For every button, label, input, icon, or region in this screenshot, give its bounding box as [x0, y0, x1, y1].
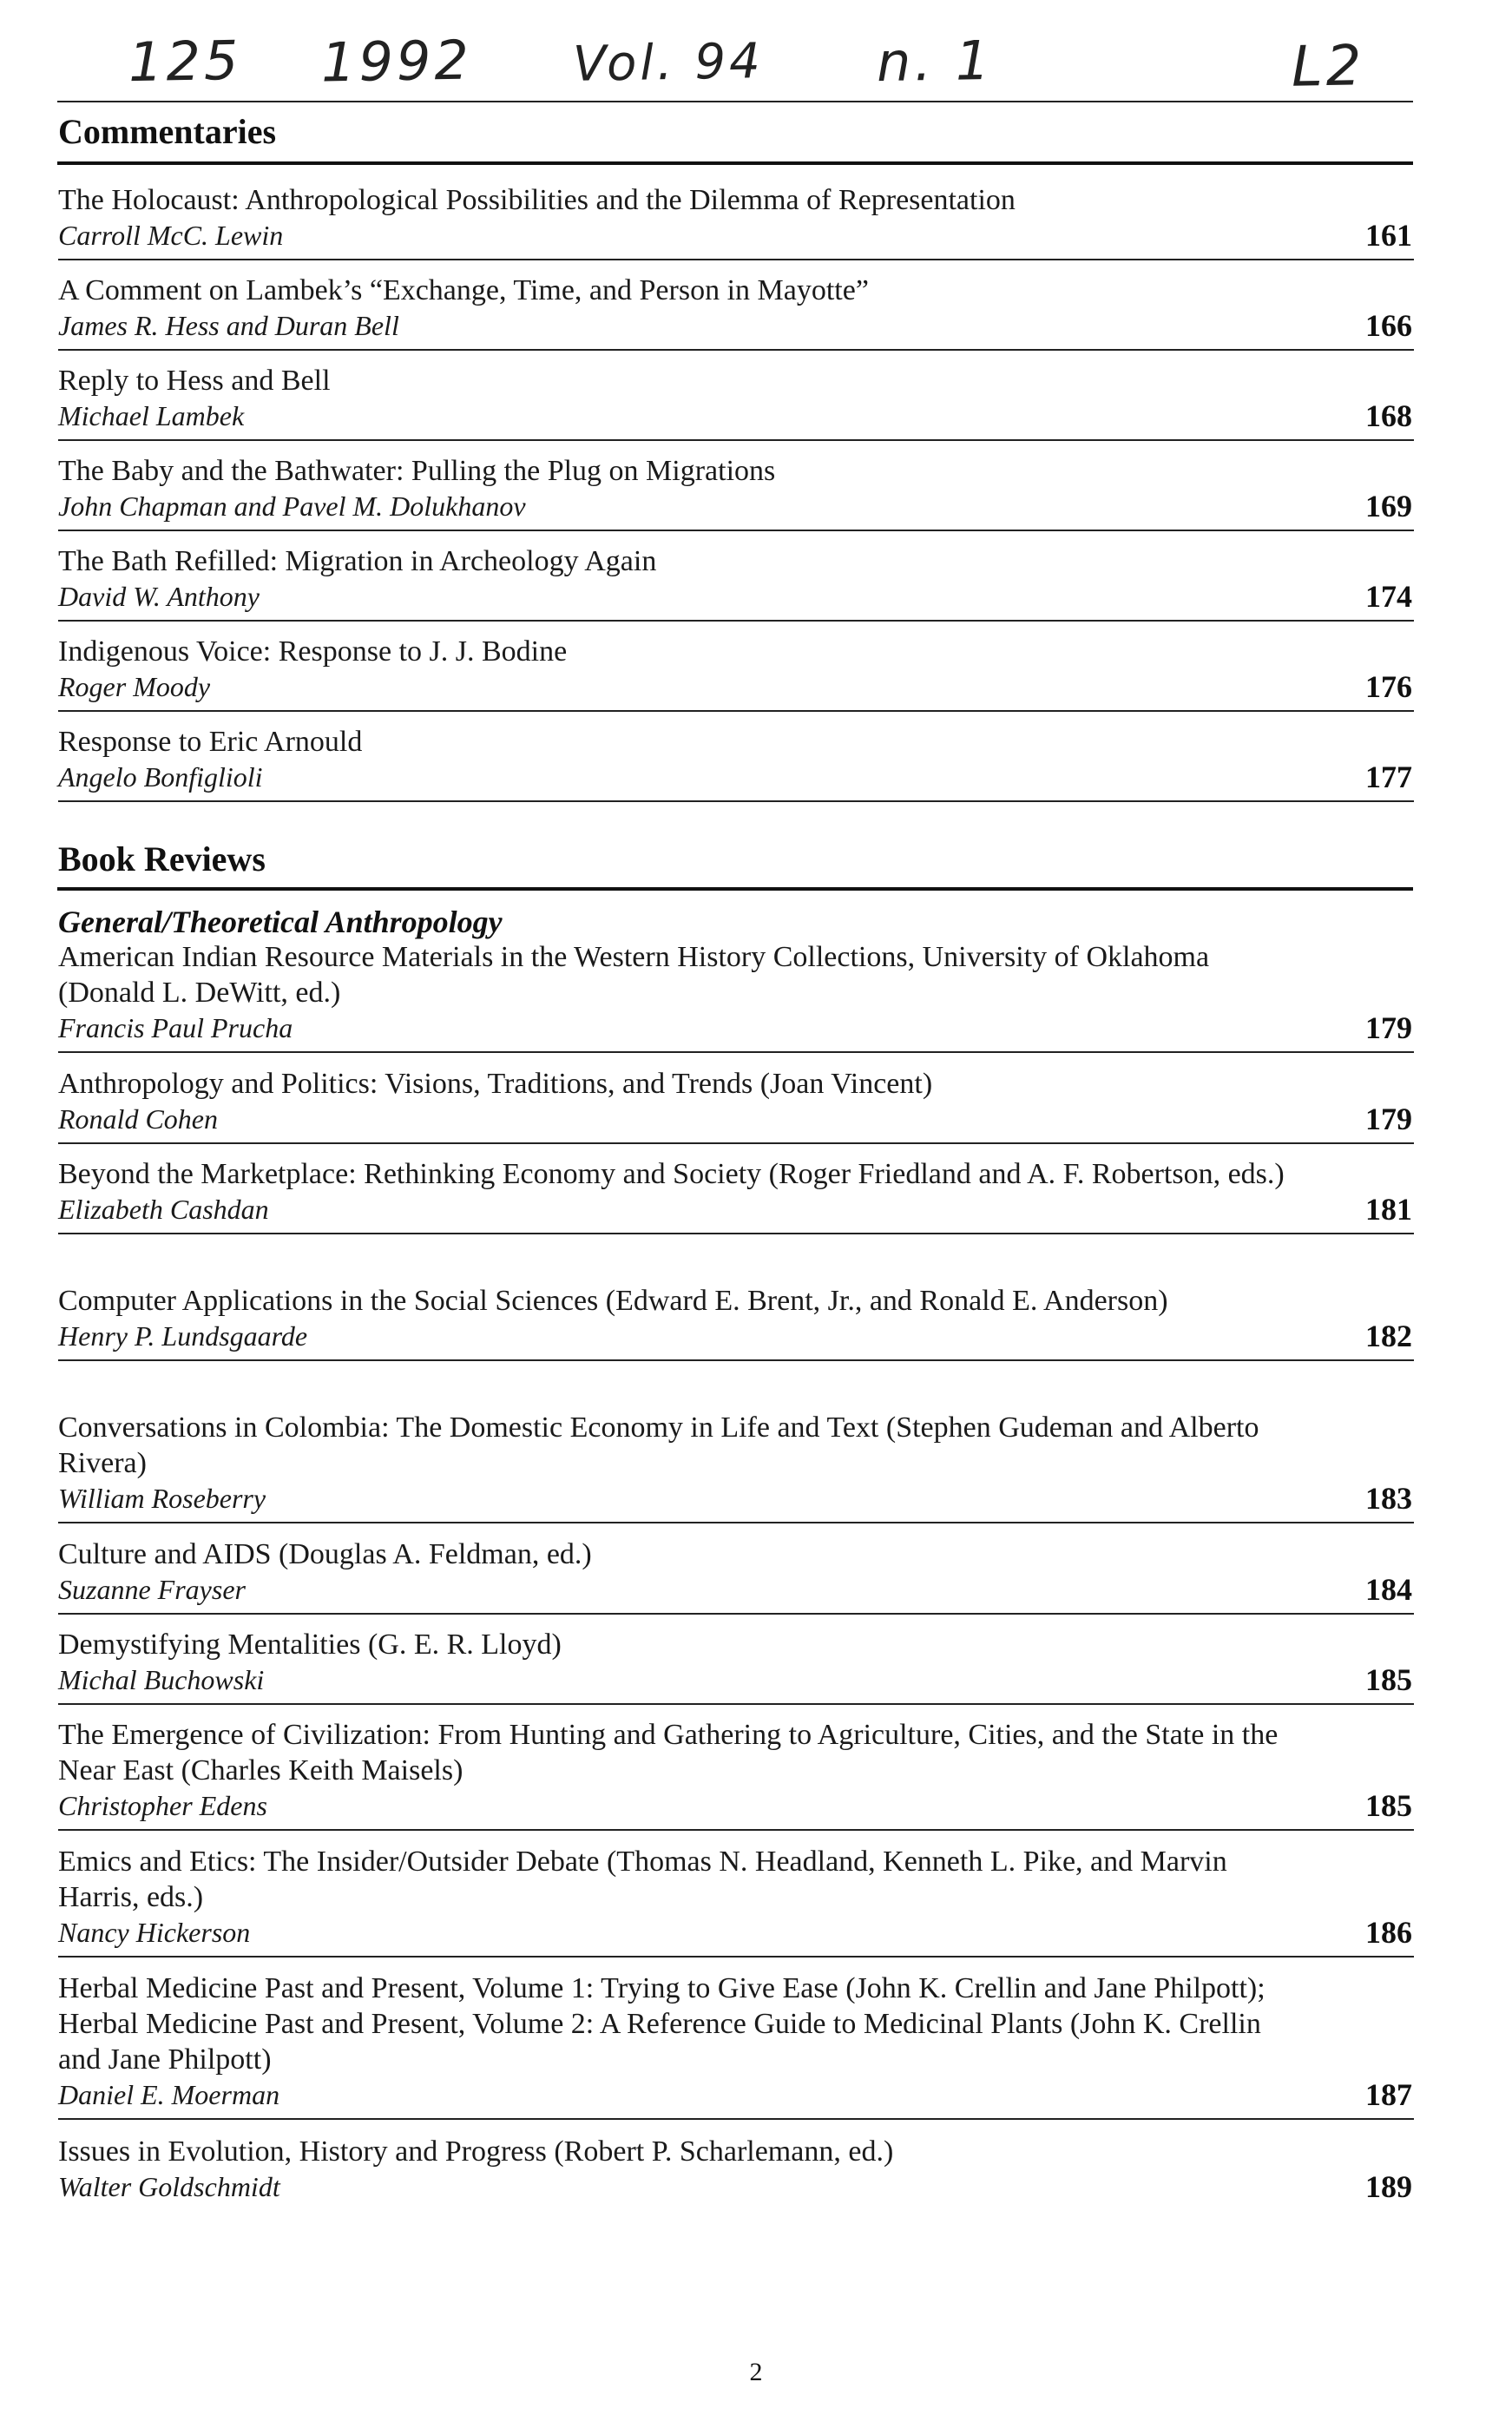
toc-entry: [58, 543, 1412, 615]
entry-authors: Francis Paul Prucha: [58, 1012, 293, 1043]
handwritten-note: Vol. 94: [572, 33, 765, 93]
entry-divider: [58, 710, 1414, 712]
entry-page-number: 179: [1365, 1010, 1412, 1045]
entry-page-number: 181: [1365, 1192, 1412, 1227]
entry-divider: [58, 259, 1414, 260]
entry-divider: [58, 1703, 1414, 1705]
entry-title: A Comment on Lambek’s “Exchange, Time, and Person in Mayotte”: [58, 274, 869, 306]
entry-page-number: 161: [1365, 218, 1412, 253]
entry-title: The Bath Refilled: Migration in Archeology Again: [58, 545, 657, 577]
entry-authors: Nancy Hickerson: [58, 1917, 251, 1948]
entry-page-number: 177: [1365, 760, 1412, 794]
toc-entry: [58, 634, 1412, 705]
entry-authors: Ronald Cohen: [58, 1103, 218, 1135]
entry-title: Reply to Hess and Bell: [58, 365, 331, 397]
entry-authors: Walter Goldschmidt: [58, 2171, 280, 2202]
toc-entry: [58, 1971, 1412, 2113]
entry-title: Conversations in Colombia: The Domestic Economy in Life and Text (Stephen Gudeman and Alberto Rivera): [58, 1411, 1259, 1479]
entry-title: Culture and AIDS (Douglas A. Feldman, ed.): [58, 1538, 592, 1570]
entry-title: Anthropology and Politics: Visions, Traditions, and Trends (Joan Vincent): [58, 1068, 933, 1100]
entry-authors: William Roseberry: [58, 1483, 266, 1514]
toc-entry: [58, 453, 1412, 524]
handwritten-note: 125: [128, 28, 242, 95]
entry-page-number: 179: [1365, 1102, 1412, 1136]
toc-entry: [58, 363, 1412, 434]
entry-divider: [58, 1613, 1414, 1615]
entry-title: Demystifying Mentalities (G. E. R. Lloyd): [58, 1629, 562, 1661]
entry-authors: Christopher Edens: [58, 1790, 267, 1821]
section-rule: [57, 887, 1413, 891]
section-heading-book-reviews: Book Reviews: [58, 839, 266, 878]
toc-entry: [58, 2134, 1412, 2205]
entry-title: The Emergence of Civilization: From Hunting and Gathering to Agriculture, Cities, and the State in the Near East (Charles Keith Maisels): [58, 1719, 1279, 1786]
entry-authors: Roger Moody: [58, 671, 211, 702]
toc-entry: [58, 273, 1412, 344]
entry-divider: [58, 1829, 1414, 1831]
entry-title: Response to Eric Arnould: [58, 726, 363, 758]
entry-authors: Elizabeth Cashdan: [58, 1194, 269, 1225]
entry-authors: Daniel E. Moerman: [58, 2079, 280, 2110]
toc-entry: [58, 1536, 1412, 1608]
toc-entry: [58, 182, 1412, 253]
entry-title: Emics and Etics: The Insider/Outsider Debate (Thomas N. Headland, Kenneth L. Pike, and Marvin Harris, eds.): [58, 1846, 1227, 1913]
entry-authors: Suzanne Frayser: [58, 1574, 246, 1605]
entry-divider: [58, 800, 1414, 802]
entry-page-number: 185: [1365, 1662, 1412, 1697]
entry-divider: [58, 1233, 1414, 1234]
toc-entry: [58, 1066, 1412, 1137]
page-number: 2: [749, 2358, 763, 2386]
toc-entry: [58, 1410, 1412, 1517]
entry-page-number: 183: [1365, 1481, 1412, 1516]
entry-divider: [58, 1522, 1414, 1523]
entry-authors: Carroll McC. Lewin: [58, 220, 284, 251]
toc-entry: [58, 1283, 1412, 1354]
section-rule: [57, 161, 1413, 165]
entry-divider: [58, 439, 1414, 441]
entry-page-number: 168: [1365, 398, 1412, 433]
entry-title: Indigenous Voice: Response to J. J. Bodine: [58, 635, 568, 668]
handwritten-annotations: [0, 24, 1512, 102]
entry-title: Computer Applications in the Social Sciences (Edward E. Brent, Jr., and Ronald E. Anderson): [58, 1285, 1168, 1317]
toc-entry: [58, 724, 1412, 795]
entry-divider: [58, 2118, 1414, 2120]
entry-authors: Michal Buchowski: [58, 1664, 265, 1695]
entry-page-number: 166: [1365, 308, 1412, 343]
entry-page-number: 174: [1365, 579, 1412, 614]
entry-authors: David W. Anthony: [58, 581, 260, 612]
entry-title: American Indian Resource Materials in the Western History Collections, University of Oklahoma (Donald L. DeWitt, ed.): [58, 941, 1210, 1009]
section-heading-commentaries: Commentaries: [58, 112, 277, 151]
subsection-heading: General/Theoretical Anthropology: [58, 905, 503, 939]
toc-entry: [58, 1844, 1412, 1951]
entry-title: Issues in Evolution, History and Progress (Robert P. Scharlemann, ed.): [58, 2135, 894, 2168]
entry-page-number: 186: [1365, 1915, 1412, 1950]
entry-divider: [58, 620, 1414, 622]
header-rule: [57, 101, 1413, 102]
entry-divider: [58, 1956, 1414, 1958]
toc-entry: [58, 905, 1412, 1046]
entry-page-number: 185: [1365, 1788, 1412, 1823]
toc-entry: [58, 1627, 1412, 1698]
handwritten-note: n. 1: [876, 28, 994, 95]
entry-page-number: 176: [1365, 669, 1412, 704]
entry-page-number: 187: [1365, 2077, 1412, 2112]
entry-title: The Baby and the Bathwater: Pulling the Plug on Migrations: [58, 455, 776, 487]
entry-authors: John Chapman and Pavel M. Dolukhanov: [58, 490, 526, 522]
entry-title: Herbal Medicine Past and Present, Volume 1: Trying to Give Ease (John K. Crellin and Jane Philpott); Herbal Medicine Past and Present, Volume 2: A Reference Guide to Medicinal Plants (John K. Crellin and Jane Philpott): [58, 1972, 1265, 2076]
entry-page-number: 189: [1365, 2169, 1412, 2204]
entry-divider: [58, 1142, 1414, 1144]
handwritten-note: L2: [1291, 34, 1366, 100]
entry-page-number: 182: [1365, 1319, 1412, 1353]
entry-divider: [58, 349, 1414, 351]
handwritten-note: 1992: [320, 28, 473, 95]
entry-title: Beyond the Marketplace: Rethinking Economy and Society (Roger Friedland and A. F. Robertson, eds.): [58, 1158, 1285, 1190]
entry-page-number: 169: [1365, 489, 1412, 523]
toc-entry: [58, 1717, 1412, 1824]
entry-authors: Henry P. Lundsgaarde: [58, 1320, 308, 1352]
entry-divider: [58, 1051, 1414, 1053]
entry-page-number: 184: [1365, 1572, 1412, 1607]
entry-authors: Angelo Bonfiglioli: [58, 761, 263, 793]
toc-entry: [58, 1156, 1412, 1227]
entry-authors: James R. Hess and Duran Bell: [58, 310, 399, 341]
entry-divider: [58, 1359, 1414, 1361]
entry-title: The Holocaust: Anthropological Possibilities and the Dilemma of Representation: [58, 184, 1016, 216]
entry-divider: [58, 530, 1414, 531]
entry-authors: Michael Lambek: [58, 400, 245, 431]
